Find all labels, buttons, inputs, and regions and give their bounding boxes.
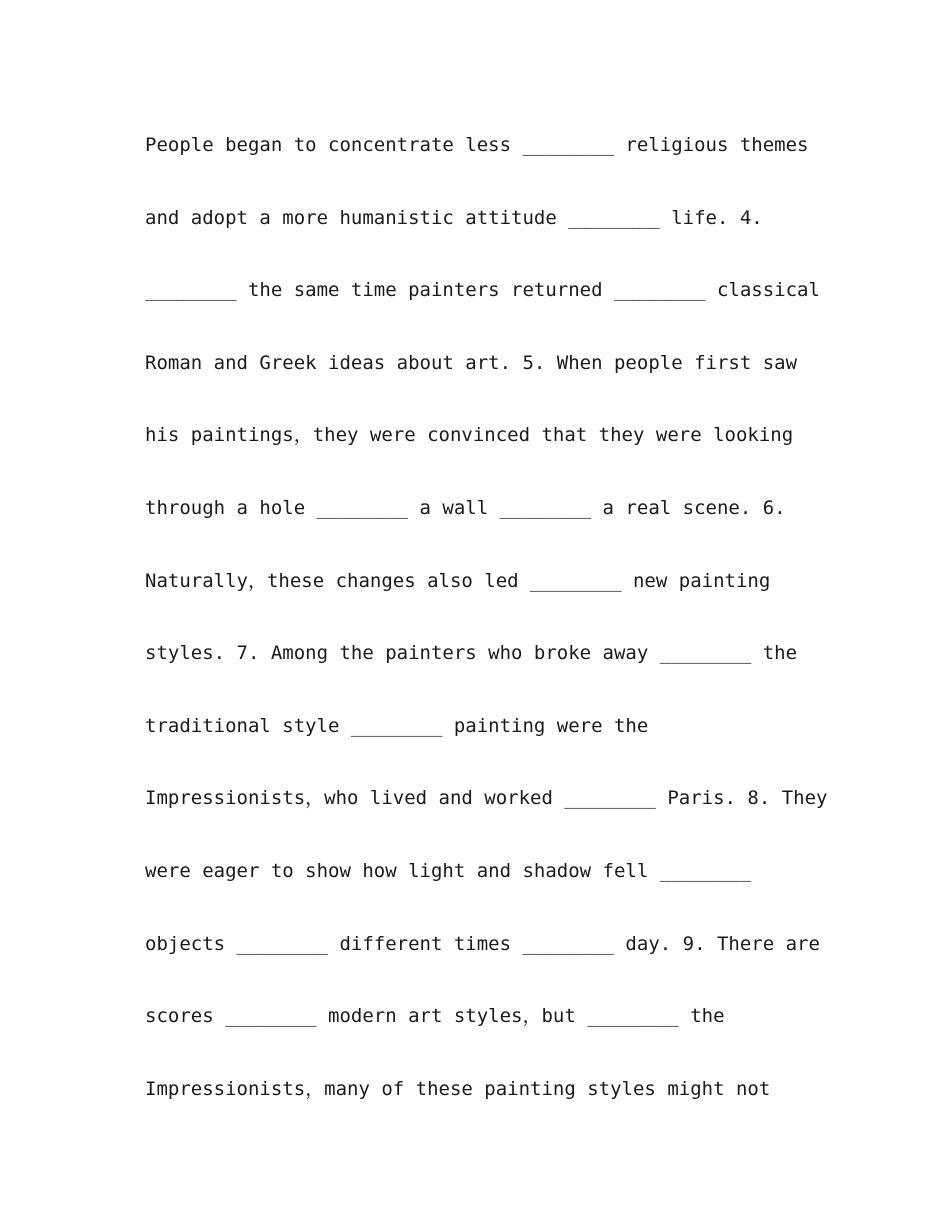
text-line-3: ________ the same time painters returned ________ classical — [145, 279, 820, 302]
text-line-12: objects ________ different times ________ day. 9. There are — [145, 932, 820, 955]
text-line-6: through a hole ________ a wall ________ a real scene. 6. — [145, 496, 786, 519]
text-line-13: scores ________ modern art styles，but ________ the — [145, 1005, 725, 1028]
exercise-text — [145, 127, 845, 1143]
text-line-1: People began to concentrate less ________ religious themes — [145, 134, 809, 156]
text-line-2: and adopt a more humanistic attitude ________ life. 4. — [145, 206, 763, 229]
text-line-5: his paintings，they were convinced that they were looking — [145, 424, 794, 447]
text-line-10: Impressionists，who lived and worked ________ Paris. 8. They — [145, 787, 828, 810]
text-line-14: Impressionists，many of these painting styles might not — [145, 1077, 771, 1100]
text-line-9: traditional style ________ painting were the — [145, 714, 649, 737]
text-line-7: Naturally，these changes also led ________ new painting — [145, 569, 771, 592]
text-line-8: styles. 7. Among the painters who broke away ________ the — [145, 642, 798, 665]
text-line-11: were eager to show how light and shadow fell ________ — [145, 859, 752, 882]
text-line-4: Roman and Greek ideas about art. 5. When people first saw — [145, 351, 798, 374]
